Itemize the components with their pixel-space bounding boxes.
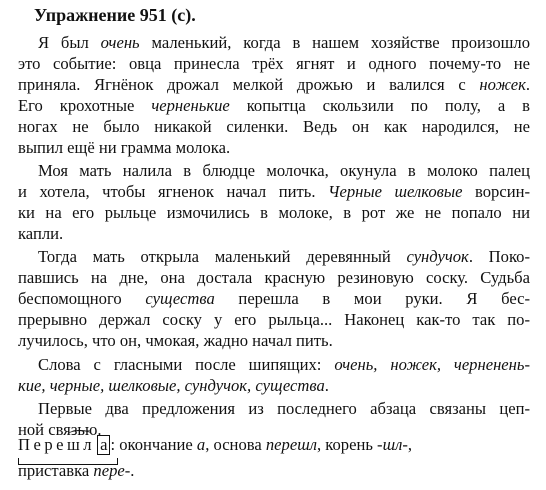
p1-line-5: ногах не было никакой силенки. Ведь он как народился, не (18, 117, 530, 136)
text: беспомощного (18, 289, 146, 308)
p5-line-1: Первые два предложения из последнего абзаца связаны цеп- (38, 399, 530, 418)
text: Я был (38, 33, 101, 52)
p1-line-3: приняла. Ягнёнок дрожал мелкой дрожью и валился с ножек. (18, 75, 530, 94)
italic-word: шл (382, 435, 403, 454)
p2-line-4: капли. (18, 224, 64, 243)
italic-words: очень, ножек, черненень- (334, 355, 530, 374)
root-arc (67, 430, 93, 441)
p4-line-1 (38, 354, 530, 375)
morph-line-2 (18, 460, 530, 481)
text: копытца скользили по полу, а в (229, 96, 530, 115)
italic-word: существа (145, 289, 215, 308)
p2-line-1: Моя мать налила в блюдце молочка, окунула в молоко палец (38, 161, 530, 180)
p1-line-4 (18, 95, 530, 116)
p2-line-3: ки на его рыльце измочились в молоке, в рот же не попало ни (18, 203, 530, 222)
ending-box: а (97, 435, 110, 455)
italic-word: сундучок (406, 247, 469, 266)
text: перешла в мои руки. Я бес- (214, 289, 530, 308)
italic-word: очень (100, 33, 140, 52)
text: , основа (205, 435, 266, 454)
italic-word: черненькие (151, 96, 230, 115)
text: . Поко- (468, 247, 530, 266)
p1-line-2: это событие: овца принесла трёх ягнят и одного почему-то не (18, 54, 530, 73)
p3-line-2: павшись на дне, она достала красную резиновую соску. Судьба (18, 268, 530, 287)
p2-line-2 (18, 181, 530, 202)
italic-word: Черные шелковые (328, 182, 463, 201)
prefix-text: Пере (18, 435, 68, 454)
italic-word: пере (93, 461, 125, 480)
italic-word: ножек (479, 75, 526, 94)
text: , корень - (316, 435, 383, 454)
italic-word: а (196, 435, 206, 454)
text: приняла. Ягнёнок дрожал мелкой дрожью и валился с (18, 75, 480, 94)
p1-line-6: выпил ещё ни грамма молока. (18, 138, 231, 157)
text: маленький, когда в нашем хозяйстве произошло (139, 33, 530, 52)
p1-line-1 (38, 32, 530, 53)
text: Слова с гласными после шипящих: (38, 355, 335, 374)
morpheme-analysis (18, 434, 412, 462)
text: : окончание (110, 435, 197, 454)
text: . (324, 376, 329, 395)
text: Его крохотные (18, 96, 152, 115)
p3-line-3 (18, 288, 530, 309)
italic-word: перешл (265, 435, 317, 454)
text: Тогда мать открыла маленький деревянный (38, 247, 407, 266)
text: -, (402, 435, 413, 454)
text: и хотела, чтобы ягненок начал пить. (18, 182, 329, 201)
text: ворсин- (462, 182, 530, 201)
p5-line-2: ной связью. (18, 420, 102, 439)
text: приставка (18, 461, 94, 480)
p3-line-5: лучилось, что он, чмокая, жадно начал пить. (18, 331, 333, 350)
p3-line-4: прерывно держал соску у его рыльца... Наконец как-то так по- (18, 310, 530, 329)
p3-line-1 (38, 246, 530, 267)
root-text: шл (67, 435, 96, 454)
text: -. (124, 461, 135, 480)
italic-words: кие, черные, шелковые, сундучок, существа (18, 376, 325, 395)
p4-line-2 (18, 375, 530, 396)
exercise-title: Упражнение 951 (с). (34, 5, 196, 25)
root-with-arc (67, 434, 95, 456)
